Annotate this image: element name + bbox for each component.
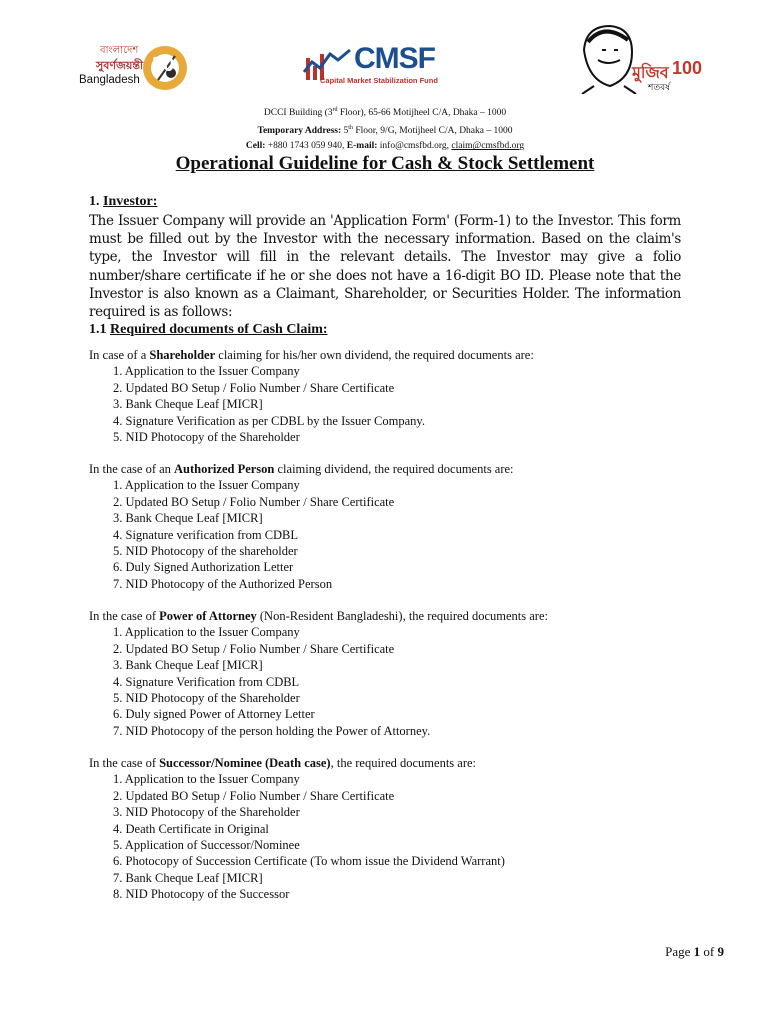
- contact-line: Cell: +880 1743 059 940, E-mail: info@cmsfbd.org, claim@cmsfbd.org: [245, 141, 525, 152]
- list-item: 2. Updated BO Setup / Folio Number / Share Certificate: [113, 641, 395, 656]
- cmsf-logo-name: CMSF: [354, 42, 435, 75]
- list-item: 4. Death Certificate in Original: [113, 821, 269, 836]
- list-item: 4. Signature Verification from CDBL: [113, 674, 300, 689]
- left-logo-number: 50: [152, 54, 175, 76]
- block-power-of-attorney: [89, 608, 689, 739]
- list-item: 1. Application to the Issuer Company: [113, 364, 300, 379]
- list-item: 6. Duly signed Power of Attorney Letter: [113, 707, 315, 722]
- page-title: Operational Guideline for Cash & Stock Settlement: [175, 153, 595, 174]
- list-item: 4. Signature verification from CDBL: [113, 527, 299, 542]
- bangladesh-50-logo: [78, 40, 198, 100]
- list-item: 3. Bank Cheque Leaf [MICR]: [113, 658, 263, 673]
- block-successor-nominee: [89, 755, 689, 903]
- list-item: 6. Duly Signed Authorization Letter: [113, 560, 294, 575]
- block-authorized-person: [89, 461, 689, 592]
- block-shareholder: [89, 347, 689, 445]
- list-item: 2. Updated BO Setup / Folio Number / Share Certificate: [113, 494, 395, 509]
- list-item: 1. Application to the Issuer Company: [113, 772, 300, 787]
- mujib-logo-number: 100: [672, 58, 703, 78]
- list-item: 1. Application to the Issuer Company: [113, 625, 300, 640]
- section-heading-investor: 1. Investor:: [89, 194, 158, 209]
- list-item: 7. NID Photocopy of the Authorized Person: [113, 576, 333, 591]
- list-item: 3. Bank Cheque Leaf [MICR]: [113, 511, 263, 526]
- list-item: 3. Bank Cheque Leaf [MICR]: [113, 397, 263, 412]
- list-item: 3. NID Photocopy of the Shareholder: [113, 805, 300, 820]
- block-lead: In the case of Power of Attorney (Non-Resident Bangladeshi), the required documents are:: [89, 609, 548, 623]
- section-intro-paragraph: The Issuer Company will provide an 'Application Form' (Form-1) to the Investor. This form must be filled out by the Investor with the necessary information. Based on the claim's type, the Investor will fill in the relevant details. The Investor may give a folio number/share certificate if he or she does not have a 16-digit BO ID. Please note that the Investor is also known as a Claimant, Shareholder, or Securities Holder. The information required is as follows:: [89, 213, 681, 321]
- list-item: 4. Signature Verification as per CDBL by the Issuer Company.: [113, 413, 425, 428]
- list-item: 2. Updated BO Setup / Folio Number / Share Certificate: [113, 380, 395, 395]
- list-item: 1. Application to the Issuer Company: [113, 478, 300, 493]
- address-line-2: Temporary Address: 5th Floor, 9/G, Motijheel C/A, Dhaka – 1000: [257, 125, 513, 137]
- block-lead: In the case of an Authorized Person claiming dividend, the required documents are:: [89, 462, 514, 476]
- list-item: 2. Updated BO Setup / Folio Number / Share Certificate: [113, 788, 395, 803]
- mujib-logo-text: মুজিব: [632, 63, 669, 82]
- mujib-logo-subtext: শতবর্ষ: [648, 83, 671, 93]
- block-lead: In the case of Successor/Nominee (Death case), the required documents are:: [89, 756, 477, 770]
- list-item: 5. Application of Successor/Nominee: [113, 838, 300, 853]
- list-item: 5. NID Photocopy of the Shareholder: [113, 691, 300, 706]
- list-item: 6. Photocopy of Succession Certificate (To whom issue the Dividend Warrant): [113, 854, 505, 869]
- list-item: 5. NID Photocopy of the shareholder: [113, 544, 298, 559]
- left-logo-text-mid: সুবর্ণজয়ন্তী: [96, 59, 144, 72]
- claim-email-link[interactable]: claim@cmsfbd.org: [451, 141, 525, 152]
- list-item: 5. NID Photocopy of the Shareholder: [113, 430, 300, 445]
- cmsf-logo-tagline: Capital Market Stabilization Fund: [320, 76, 438, 85]
- page-number: Page 1 of 9: [665, 944, 724, 959]
- subsection-heading-cash-claim: 1.1 Required documents of Cash Claim:: [89, 322, 328, 337]
- mujib-100-logo: [574, 20, 704, 94]
- list-item: 7. Bank Cheque Leaf [MICR]: [113, 870, 263, 885]
- left-logo-text-bottom: Bangladesh: [79, 74, 140, 86]
- cmsf-logo: [300, 44, 470, 90]
- address-block: [0, 103, 770, 154]
- list-item: 7. NID Photocopy of the person holding the Power of Attorney.: [113, 723, 431, 738]
- block-lead: In case of a Shareholder claiming for his/her own dividend, the required documents are:: [89, 348, 534, 362]
- list-item: 8. NID Photocopy of the Successor: [113, 887, 290, 902]
- address-line-1: DCCI Building (3rd Floor), 65-66 Motijheel C/A, Dhaka – 1000: [263, 107, 507, 119]
- left-logo-text-top: বাংলাদেশ: [100, 45, 139, 56]
